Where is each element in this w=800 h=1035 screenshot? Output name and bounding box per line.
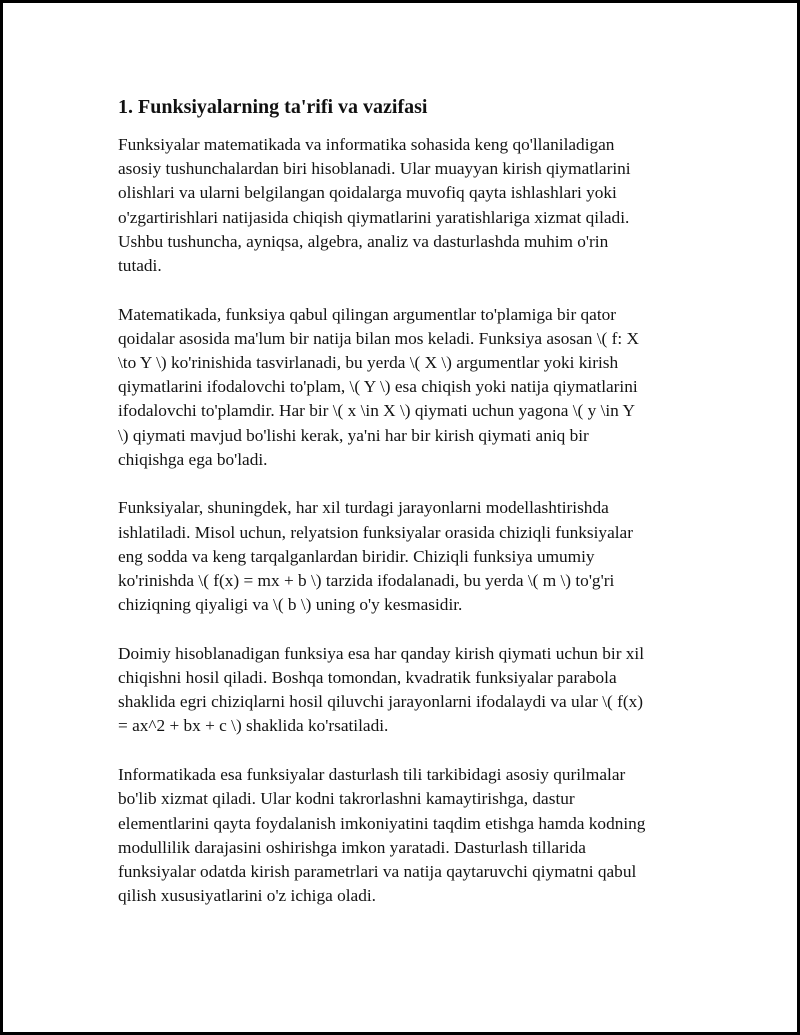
text-line: o'zgartirishlari natijasida chiqish qiymatlarini yaratishlariga xizmat qiladi. — [118, 207, 630, 227]
text-line: Doimiy hisoblanadigan funksiya esa har qanday kirish qiymati uchun bir xil — [118, 643, 645, 663]
text-line: eng sodda va keng tarqalganlardan biridir. Chiziqli funksiya umumiy — [118, 546, 595, 566]
text-line: Ushbu tushuncha, ayniqsa, algebra, analiz va dasturlashda muhim o'rin — [118, 231, 609, 251]
text-line: ifodalovchi to'plamdir. Har bir \( x \in X \) qiymati uchun yagona \( y \in Y — [118, 401, 635, 421]
text-line: olishlari va ularni belgilangan qoidalarga muvofiq qayta ishlashlari yoki — [118, 183, 617, 203]
paragraph-3 — [118, 496, 758, 617]
document-body — [118, 95, 758, 933]
text-line: Funksiyalar, shuningdek, har xil turdagi jarayonlarni modellashtirishda — [118, 498, 609, 518]
text-line: chiziqning qiyaligi va \( b \) uning o'y kesmasidir. — [118, 595, 463, 615]
text-line: modullilik darajasini oshirishga imkon yaratadi. Dasturlash tillarida — [118, 837, 586, 857]
paragraph-5 — [118, 763, 758, 908]
section-title: 1. Funksiyalarning ta'rifi va vazifasi — [118, 96, 428, 118]
text-line: asosiy tushunchalardan biri hisoblanadi. Ular muayyan kirish qiymatlarini — [118, 159, 631, 179]
text-line: Matematikada, funksiya qabul qilingan argumentlar to'plamiga bir qator — [118, 304, 617, 324]
text-line: chiqishga ega bo'ladi. — [118, 449, 268, 469]
text-line: qiymatlarini ifodalovchi to'plam, \( Y \) esa chiqish yoki natija qiymatlarini — [118, 377, 638, 397]
text-line: bo'lib xizmat qiladi. Ular kodni takrorlashni kamaytirishga, dastur — [118, 789, 575, 809]
text-line: tutadi. — [118, 255, 162, 275]
text-line: = ax^2 + bx + c \) shaklida ko'rsatiladi. — [118, 716, 389, 736]
text-line: Funksiyalar matematikada va informatika sohasida keng qo'llaniladigan — [118, 135, 615, 154]
paragraph-2 — [118, 303, 758, 472]
text-line: chiqishni hosil qiladi. Boshqa tomondan, kvadratik funksiyalar parabola — [118, 668, 617, 688]
text-line: qoidalar asosida ma'lum bir natija bilan mos keladi. Funksiya asosan \( f: X — [118, 328, 639, 348]
paragraph-4 — [118, 642, 758, 739]
text-line: \to Y \) ko'rinishida tasvirlanadi, bu yerda \( X \) argumentlar yoki kirish — [118, 353, 619, 372]
text-line: ko'rinishda \( f(x) = mx + b \) tarzida ifodalanadi, bu yerda \( m \) to'g'ri — [118, 571, 615, 590]
paragraph-1 — [118, 133, 758, 278]
text-line: ishlatiladi. Misol uchun, relyatsion funksiyalar orasida chiziqli funksiyalar — [118, 522, 633, 542]
text-line: \) qiymati mavjud bo'lishi kerak, ya'ni har bir kirish qiymati aniq bir — [118, 425, 589, 445]
text-line: funksiyalar odatda kirish parametrlari va natija qaytaruvchi qiymatni qabul — [118, 861, 637, 881]
text-line: qilish xususiyatlarini o'z ichiga oladi. — [118, 886, 376, 906]
text-line: Informatikada esa funksiyalar dasturlash tili tarkibidagi asosiy qurilmalar — [118, 765, 626, 785]
text-line: elementlarini qayta foydalanish imkoniyatini taqdim etishga hamda kodning — [118, 813, 646, 833]
text-line: shaklida egri chiziqlarni hosil qiluvchi jarayonlarni ifodalaydi va ular \( f(x) — [118, 692, 643, 712]
